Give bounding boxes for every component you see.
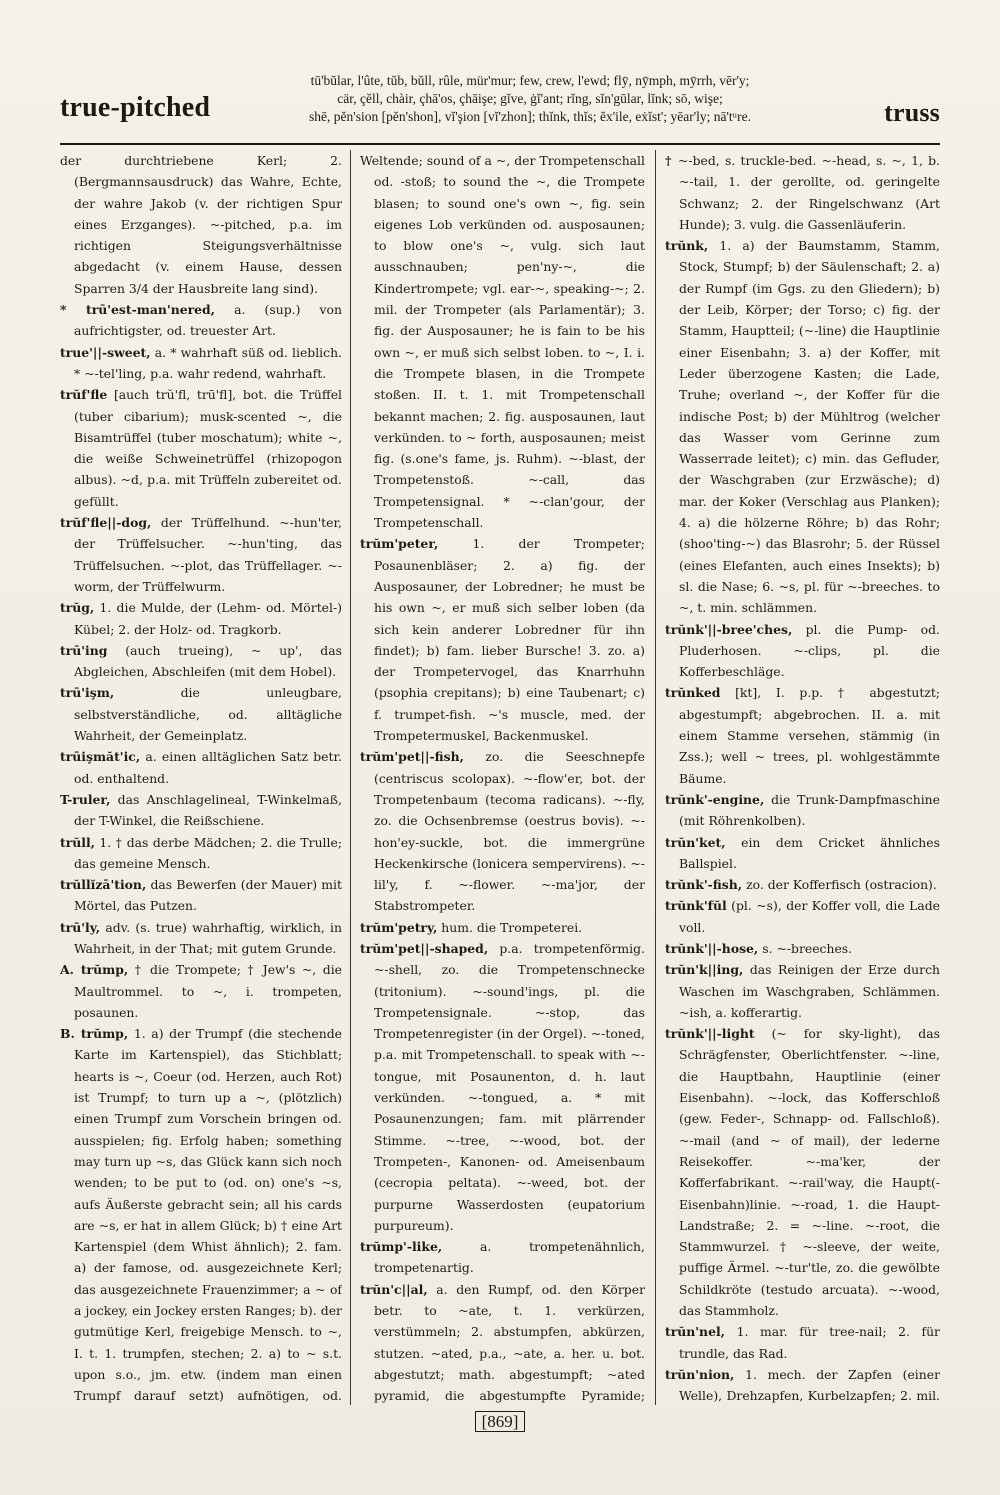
pronunciation-key-line: shē, pĕn'sion [pĕn'shon], vĭ'şion [vĭ'zhon]; thĭnk, thĭs; ĕx'ile, eẋĭst'; yēar'ly; nā'tᵘre. [309, 109, 751, 124]
dictionary-entry [665, 938, 940, 959]
entry-definition: das Bewerfen (der Mauer) mit Mörtel, das Putzen. [74, 877, 342, 914]
entry-headword: trŭm'pet||-fish, [360, 749, 464, 765]
dictionary-entry [360, 938, 645, 1236]
dictionary-entry [60, 917, 342, 960]
entry-definition: 1. † das derbe Mädchen; 2. die Trulle; das gemeine Mensch. [74, 834, 342, 871]
dictionary-entry [60, 789, 342, 832]
dictionary-entry [665, 235, 940, 618]
entry-headword: T-ruler, [60, 791, 111, 807]
dictionary-entry [665, 789, 940, 832]
dictionary-entry [665, 1364, 940, 1405]
entry-headword: trŭn'c||al, [360, 1281, 428, 1297]
entry-definition: a. * wahrhaft süß od. lieblich. * ~-tel'ling, p.a. wahr redend, wahrhaft. [74, 344, 342, 381]
column-1 [60, 150, 342, 1405]
page-header [60, 72, 940, 144]
page-number-text: [869] [475, 1411, 526, 1432]
entry-headword: trŭm'peter, [360, 536, 439, 552]
entry-headword: trŭnk, [665, 238, 709, 254]
entry-definition: a. trompetenähnlich, trompetenartig. [374, 1239, 645, 1276]
entry-headword: trŭm'petry, [360, 919, 438, 935]
dictionary-entry [60, 874, 342, 917]
entry-definition: (auch trueing), ~ up', das Abgleichen, Abschleifen (mit dem Hobel). [74, 642, 342, 680]
header-rule [60, 143, 940, 145]
entry-definition: der Trüffelhund. ~-hun'ter, der Trüffelsucher. ~-hun'ting, das Trüffelsuchen. ~-plot, das Trüffellager. ~-worm, der Trüffelwurm. [74, 515, 342, 594]
entry-headword: trŭnk'fŭl [665, 898, 727, 914]
entry-headword: trŭn'ket, [665, 834, 726, 850]
entry-headword: trŭn'nion, [665, 1366, 735, 1382]
entry-definition: ~-bed, s. truckle-bed. ~-head, s. ~, 1, b. ~-tail, 1. der gerollte, od. geringelte Schwanz; 2. der Ringelschwanz (Art Hunde); 3. vulg. die Gassenläuferin. [678, 153, 940, 232]
entry-definition: der durchtriebene Kerl; 2. (Bergmannsausdruck) das Wahre, Echte, der wahre Jakob (v. der richtigen Spur eines Erzganges). ~-pitched, p.a. im richtigen Steigungsverhältnisse abgedacht (v. einem Hause, dessen Sparren 3/4 der Hausbreite lang sind). [60, 153, 342, 296]
column-3 [665, 150, 940, 1405]
guide-word-right: truss [884, 98, 940, 127]
dictionary-entry [60, 299, 342, 342]
entry-headword: A. trŭmp, [60, 962, 129, 978]
entry-headword: trŭg, [60, 600, 95, 616]
dictionary-entry [60, 597, 342, 640]
dictionary-entry [665, 619, 940, 683]
dictionary-entry [60, 384, 342, 512]
dictionary-entry [60, 640, 342, 683]
entry-definition: 1. der Trompeter; Posaunenbläser; 2. a) fig. der Ausposauner, der Lobredner; he must be his own ~, er muß sich selber loben (da sich kein anderer Lobredner für ihn findet); b) fam. lieber Bursche! 3. zo. a) der Trompetervogel, das Knarrhuhn (psophia crepitans); b) eine Taubenart; c) f. trumpet-fish. ~'s muscle, med. der Trompetermuskel, Backenmuskel. [374, 536, 645, 744]
entry-definition: das Reinigen der Erze durch Waschen im Waschgraben, Schlämmen. ~ish, a. kofferartig. [679, 962, 940, 1020]
entry-headword: trŭnk'||-bree'ches, [665, 621, 793, 637]
dictionary-entry [60, 832, 342, 875]
pronunciation-key-line: tū'bŭlar, l'ûte, tŭb, bŭll, rûle, mür'mur; few, crew, l'ewd; flȳ, nȳmph, mȳrrh, vēr'y; [310, 73, 750, 88]
entry-columns [60, 150, 940, 1405]
entry-headword: trŭm'pet||-shaped, [360, 940, 489, 956]
entry-definition: (~ for sky-light), das Schrägfenster, Oberlichtfenster. ~-line, die Hauptbahn, Hauptlinie (einer Eisenbahn). ~-lock, das Kofferschloß (gew. Feder-, Schnapp- od. Fallschloß). ~-mail (and ~ of mail), der lederne Reisekoffer. ~-ma'ker, der Kofferfabrikant. ~-rail'way, die Haupt(-Eisenbahn)linie. ~-road, 1. die Haupt-Landstraße; 2. = ~-line. ~-root, die Stammwurzel. † ~-sleeve, der weite, puffige Ärmel. ~-tur'tle, zo. die gewölbte Schildkröte (testudo arcuata). ~-wood, das Stammholz. [679, 1026, 940, 1319]
entry-headword: trŭnk'-engine, [665, 791, 765, 807]
column-2 [360, 150, 645, 1405]
entry-definition: die Trunk-Dampfmaschine (mit Röhrenkolben). [679, 791, 940, 829]
dictionary-entry [60, 342, 342, 385]
dictionary-entry [60, 512, 342, 597]
entry-headword: true'||-sweet, [60, 344, 151, 360]
entry-headword: trū'işm, [60, 685, 115, 701]
entry-definition: 1. mech. der Zapfen (einer Welle), Drehzapfen, Kurbelzapfen; 2. mil. [679, 1366, 940, 1404]
dictionary-entry [360, 746, 645, 916]
entry-definition: † die Trompete; † Jew's ~, die Maultrommel. to ~, i. trompeten, posaunen. [74, 962, 342, 1020]
dictionary-entry [665, 682, 940, 788]
entry-definition: zo. die Seeschnepfe (centriscus scolopax). ~-flow'er, bot. der Trompetenbaum (tecoma radicans). ~-fly, zo. die Ochsenbremse (oestrus bovis). ~-hon'ey-suckle, bot. die immergrüne Heckenkirsche (lonicera sempervirens). ~-lil'y, f. ~-flower. ~-ma'jor, der Stabstrompeter. [374, 749, 645, 914]
entry-definition: ein dem Cricket ähnliches Ballspiel. [679, 834, 940, 871]
entry-headword: trū'ly, [60, 919, 101, 935]
pronunciation-key [230, 72, 830, 126]
entry-definition: a. den Rumpf, od. den Körper betr. to ~ate, t. 1. verkürzen, verstümmeln; 2. abstumpfen, abkürzen, stutzen. ~ated, p.a., ~ate, a. her. u. bot. abgestutzt; math. abgestumpft; ~ated pyramid, die abgestumpfte Pyramide; [374, 1281, 645, 1404]
entry-definition: [auch trŭ'fl, trū'fl], bot. die Trüffel (tuber cibarium); musk-scented ~, die Bisamtrüffel (tuber moschatum); white ~, die weiße Schweinetrüffel (rhizopogon albus). ~d, p.a. mit Trüffeln zubereitet od. gefüllt. [74, 387, 342, 509]
entry-headword: trŭnked [665, 685, 721, 701]
entry-headword: * trū'est-man'nered, [60, 302, 215, 318]
dictionary-entry [60, 1023, 342, 1405]
dictionary-entry [360, 533, 645, 746]
dictionary-entry [60, 746, 342, 789]
entry-headword: trŭll, [60, 834, 95, 850]
entry-definition: Weltende; sound of a ~, der Trompetenschall od. -stoß; to sound the ~, die Trompete blasen; to sound one's own ~, fig. sein eigenes Lob verkünden od. ausposaunen; to blow one's ~, vulg. sich laut ausschnauben; pen'ny-~, die Kindertrompete; vgl. ear-~, speaking-~; 2. mil. der Trompeter (als Parlamentär); 3. fig. der Ausposauner; he is fain to be his own ~, er muß sich selbst loben. to ~, I. i. die Trompete blasen, in die Trompete stoßen. II. t. 1. mit Trompetenschall bekannt machen; 2. fig. ausposaunen, laut verkünden. to ~ forth, ausposaunen; meist fig. (s.one's fame, js. Ruhm). ~-blast, der Trompetenstoß. ~-call, das Trompetensignal. * ~-clan'gour, der Trompetenschall. [360, 153, 645, 531]
entry-headword: trū'ing [60, 642, 108, 658]
entry-headword: trŭnk'-fish, [665, 877, 743, 893]
dictionary-entry [665, 832, 940, 875]
dictionary-entry [665, 959, 940, 1023]
dictionary-entry [665, 1321, 940, 1364]
dictionary-entry [665, 895, 940, 938]
entry-headword: trŭnk'||-light [665, 1026, 755, 1042]
entry-definition: p.a. trompetenförmig. ~-shell, zo. die Trompetenschnecke (tritonium). ~-sound'ings, pl. die Trompetensignale. ~-stop, das Trompetenregister (in der Orgel). ~-toned, p.a. mit Trompetenschall. to speak with ~-tongue, mit Posaunenton, d. h. laut verkünden. ~-tongued, a. * mit Posaunenzungen; fam. mit plärrender Stimme. ~-tree, ~-wood, bot. der Trompeten-, Kanonen- od. Ameisenbaum (cecropia peltata). ~-weed, bot. der purpurne Wasserdosten (eupatorium purpureum). [374, 940, 645, 1233]
entry-definition: (pl. ~s), der Koffer voll, die Lade voll. [679, 898, 940, 935]
entry-headword: trŭnk'||-hose, [665, 940, 759, 956]
entry-headword: trŭf'fle||-dog, [60, 515, 152, 531]
dictionary-entry [360, 150, 645, 533]
entry-definition: [kt], I. p.p. † abgestutzt; abgestumpft; abgebrochen. II. a. mit einem Stamme versehen, stämmig (in Zss.); well ~ trees, pl. wohlgestämmte Bäume. [679, 685, 940, 786]
dictionary-entry [665, 874, 940, 895]
entry-headword: trŭn'nel, [665, 1324, 725, 1340]
dictionary-entry [60, 150, 342, 299]
dictionary-entry [60, 959, 342, 1023]
entry-definition: adv. (s. true) wahrhaftig, wirklich, in Wahrheit, in der That; mit gutem Grunde. [74, 919, 342, 956]
page-number [0, 1412, 1000, 1432]
entry-definition: das Anschlagelineal, T-Winkelmaß, der T-Winkel, die Reißschiene. [74, 791, 342, 829]
entry-headword: trŭn'k||ing, [665, 962, 744, 978]
dictionary-entry [665, 150, 940, 235]
entry-definition: a. einen alltäglichen Satz betr. od. enthaltend. [74, 749, 342, 786]
entry-definition: 1. a) der Trumpf (die stechende Karte im Kartenspiel), das Stichblatt; hearts is ~, Coeur (od. Herzen, auch Rot) ist Trumpf; to turn up a ~, (plötzlich) einen Trumpf zum Vorschein bringen od. ausspielen; fig. Erfolg haben; something may turn up ~s, das Glück kann sich noch wenden; to be put to (od. on) one's ~s, aufs Äußerste gebracht sein; all his cards are ~s, er hat in allem Glück; b) † eine Art Kartenspiel (dem Whist ähnlich); 2. fam. a) der famose, od. ausgezeichnete Kerl; das ausgezeichnete Frauenzimmer; a ~ of a jockey, ein Jockey ersten Ranges; b). der gutmütige Kerl, freigebige Mensch. to ~, I. t. 1. trumpfen, stechen; 2. a) to ~ s.t. upon s.o., jm. etw. (indem man einen Trumpf darauf setzt) aufnötigen, od. [74, 1026, 342, 1404]
entry-definition: 1. die Mulde, der (Lehm- od. Mörtel-) Kübel; 2. der Holz- od. Tragkorb. [74, 600, 342, 637]
entry-definition: hum. die Trompeterei. [441, 919, 583, 935]
entry-headword: trŭf'fle [60, 387, 108, 403]
dictionary-entry [360, 917, 645, 938]
guide-word-left: true-pitched [60, 92, 211, 123]
pronunciation-key-line: cär, çĕll, chàir, çhā'os, çhāişe; gĭve, ġĭ'ant; rĭng, sĭn'gūlar, lĭnk; sō, wişe; [337, 91, 723, 106]
entry-definition: zo. der Kofferfisch (ostracion). [746, 877, 937, 893]
entry-definition: 1. mar. für tree-nail; 2. für trundle, das Rad. [679, 1324, 940, 1361]
entry-definition: s. ~-breeches. [762, 940, 853, 956]
entry-headword: † [665, 153, 673, 168]
dictionary-entry [360, 1236, 645, 1279]
entry-definition: pl. die Pump- od. Pluderhosen. ~-clips, pl. die Kofferbeschläge. [679, 621, 940, 680]
entry-headword: trŭmp'-like, [360, 1239, 443, 1255]
entry-definition: die unleugbare, selbstverständliche, od. alltägliche Wahrheit, der Gemeinplatz. [74, 685, 342, 744]
dictionary-entry [665, 1023, 940, 1321]
dictionary-entry [60, 682, 342, 746]
entry-headword: trūişmăt'ic, [60, 749, 141, 765]
dictionary-entry [360, 1279, 645, 1405]
entry-definition: 1. a) der Baumstamm, Stamm, Stock, Stumpf; b) der Säulenschaft; 2. a) der Rumpf (im Ggs. zu den Gliedern); b) der Leib, Körper; der Torso; c) fig. der Stamm, Hauptteil; (~-line) die Hauptlinie einer Eisenbahn; 3. a) der Koffer, mit Leder überzogene Kasten; die Lade, Truhe; overland ~, der Koffer für die indische Post; b) der Mühltrog (welcher das Wasser vom Gerinne zum Wasserrade leitet); c) min. das Gefluder, der Waschgraben (zur Erzwäsche); d) mar. der Koker (Verschlag aus Planken); 4. a) die hölzerne Röhre; b) das Rohr; (shoo'ting-~) das Blasrohr; 5. der Rüssel (eines Elefanten, auch eines Insekts); b) sl. die Nase; 6. ~s, pl. für ~-breeches. to ~, t. min. schlämmen. [679, 238, 940, 616]
entry-headword: B. trŭmp, [60, 1026, 129, 1042]
entry-definition: a. (sup.) von aufrichtigster, od. treuester Art. [74, 302, 342, 339]
entry-headword: trŭllĭzā'tion, [60, 877, 147, 893]
